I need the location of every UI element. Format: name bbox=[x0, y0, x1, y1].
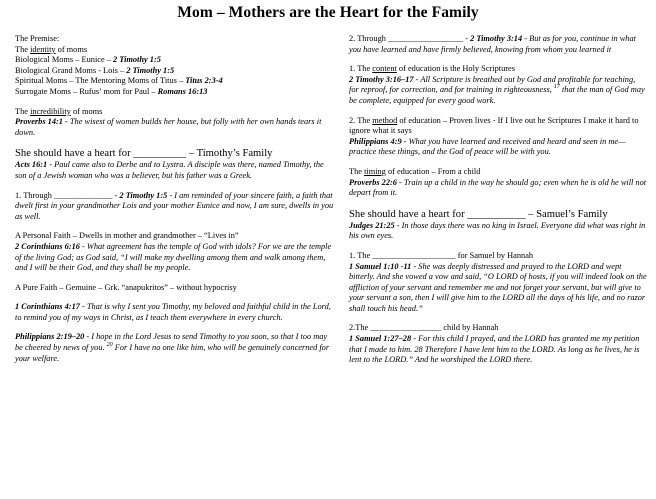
philippians-219-verse: Philippians 2:19–20 - I hope in the Lord Jesus to send Timothy to you soon, so that I too may be cheered by news of you. $^{20}$ For I have no one like him, who will be genuinely concerned for your welfare. bbox=[15, 332, 330, 363]
scripture-ref: 2 Timothy 1:5 bbox=[126, 65, 175, 75]
samuel-1-section bbox=[349, 251, 647, 315]
scripture-ref: Titus 2:3-4 bbox=[185, 76, 223, 86]
scripture-ref: Proverbs 14:1 bbox=[15, 117, 63, 127]
samuel-2-section bbox=[349, 323, 647, 365]
timothy-family-heading: She should have a heart for __________ – Timothy’s Family bbox=[15, 148, 273, 160]
scripture-ref: Philippians 2:19–20 bbox=[15, 332, 85, 342]
timing-section bbox=[349, 167, 647, 199]
pure-faith-line: A Pure Faith – Gemuine – Grk. “anapukritos” – without hypocrisy bbox=[15, 282, 237, 292]
personal-faith-section bbox=[15, 231, 335, 273]
through-1-section: 1. Through ______________ - 2 Timothy 1:5 - I am reminded of your sincere faith, a faith that dwelt first in your grandmother Lois and your mother Eunice and now, I am sure, dwells in you as well. bbox=[15, 190, 334, 221]
scripture-ref: 2 Timothy 1:5 bbox=[113, 55, 161, 65]
identity-item: Spiritual Moms – The Mentoring Moms of Titus – Titus 2:3-4 bbox=[15, 76, 223, 86]
timothy-family-section bbox=[15, 147, 335, 181]
scripture-ref: 1 Samuel 1:27–28 bbox=[349, 334, 412, 344]
identity-item: Biological Moms – Eunice – 2 Timothy 1:5 bbox=[15, 55, 161, 65]
scripture-ref: 1 Samuel 1:10 -11 bbox=[349, 261, 412, 271]
samuel-110-verse: 1 Samuel 1:10 -11 - She was deeply distressed and prayed to the LORD and wept bitterly. And she vowed a vow and said, “O LORD of hosts, if you will indeed look on the affliction of your servant and remember me and not forget your servant, but will give to your servant a son, then I will give him to the LORD all the days of his life, and no razor shall touch his head.” bbox=[349, 261, 647, 313]
content-heading: 1. The content of education is the Holy Scriptures bbox=[349, 64, 516, 74]
scripture-ref: Romans 16:13 bbox=[157, 86, 208, 96]
content-section bbox=[349, 64, 647, 106]
left-column bbox=[15, 34, 335, 373]
identity-line: The identity of moms bbox=[15, 44, 88, 54]
incredibility-heading: The incredibility of moms bbox=[15, 106, 103, 116]
corinthians-verse: 2 Corinthians 6:16 - What agreement has the temple of God with idols? For we are the temple of the living God; as God said, “I will make my dwelling among them and walk among them, and I will be their God, and they shall be my people. bbox=[15, 241, 332, 273]
scripture-ref: 2 Timothy 3:14 bbox=[470, 34, 523, 43]
incredibility-section bbox=[15, 107, 335, 139]
samuel-2-line: 2.The _________________ child by Hannah bbox=[349, 323, 499, 333]
scripture-ref: 2 Corinthians 6:16 bbox=[15, 241, 80, 251]
philippians-49-verse: Philippians 4:9 - What you have learned and received and heard and seen in me—practice these things, and the God of peace will be with you. bbox=[349, 136, 626, 157]
scripture-ref: Proverbs 22:6 bbox=[349, 177, 397, 187]
identity-item: Surrogate Moms – Rufus’ mom for Paul – Romans 16:13 bbox=[15, 86, 208, 96]
samuel-1-line: 1. The ____________________ for Samuel by Hannah bbox=[349, 250, 534, 260]
incredibility-verse: Proverbs 14:1 - The wisest of women builds her house, but folly with her own hands tears it down. bbox=[15, 117, 322, 137]
personal-faith-line: A Personal Faith – Dwells in mother and grandmother – “Lives in” bbox=[15, 231, 239, 241]
page-title: Mom – Mothers are the Heart for the Family bbox=[177, 4, 479, 21]
samuel-127-verse: 1 Samuel 1:27–28 - For this child I prayed, and the LORD has granted me my petition that I made to him. 28 Therefore I have lent him to the LORD. As long as he lives, he is lent to the LORD.” And he worshiped the LORD there. bbox=[349, 334, 640, 365]
scripture-ref: 2 Timothy 1:5 bbox=[119, 190, 168, 200]
premise-section bbox=[15, 34, 335, 98]
acts-verse: Acts 16:1 - Paul came also to Derbe and to Lystra. A disciple was there, named Timothy, the son of a Jewish woman who was a believer, but his father was a Greek. bbox=[15, 160, 324, 180]
identity-item: Biological Grand Moms - Lois – 2 Timothy 1:5 bbox=[15, 65, 175, 75]
scripture-ref: Acts 16:1 bbox=[15, 160, 48, 170]
through-2-section: 2. Through __________________ - 2 Timothy 3:14 - But as for you, continue in what you have learned and have firmly believed, knowing from whom you learned it bbox=[349, 34, 636, 54]
corinthians-417-verse: 1 Corinthians 4:17 - That is why I sent you Timothy, my beloved and faithful child in the Lord, to remind you of my ways in Christ, as I teach them everywhere in every church. bbox=[15, 302, 331, 322]
samuel-family-section bbox=[349, 208, 647, 242]
scripture-ref: 2 Timothy 3:16–17 bbox=[349, 74, 414, 84]
method-section bbox=[349, 116, 647, 158]
timothy-316-verse: 2 Timothy 3:16–17 - All Scripture is breathed out by God and profitable for teaching, for reproof, for correction, and for training in righteousness, $^{17}$ that the man of God may be complete, equipped for every good work. bbox=[349, 74, 645, 105]
method-heading: 2. The method of education – Proven lives - If I live out he Scriptures I make it hard to ignore what it says bbox=[349, 115, 639, 136]
scripture-ref: Philippians 4:9 bbox=[349, 136, 402, 146]
proverbs-226-verse: Proverbs 22:6 - Train up a child in the way he should go; even when he is old he will not depart from it. bbox=[349, 177, 647, 198]
scripture-ref: 1 Corinthians 4:17 bbox=[15, 302, 80, 312]
premise-heading: The Premise: bbox=[15, 34, 60, 43]
right-column bbox=[349, 34, 647, 375]
samuel-family-heading: She should have a heart for ___________ – Samuel’s Family bbox=[349, 208, 608, 220]
timing-heading: The timing of education – From a child bbox=[349, 166, 481, 176]
judges-verse: Judges 21:25 - In those days there was no king in Israel. Everyone did what was right in his own eyes. bbox=[349, 220, 646, 241]
scripture-ref: Judges 21:25 bbox=[349, 220, 395, 230]
